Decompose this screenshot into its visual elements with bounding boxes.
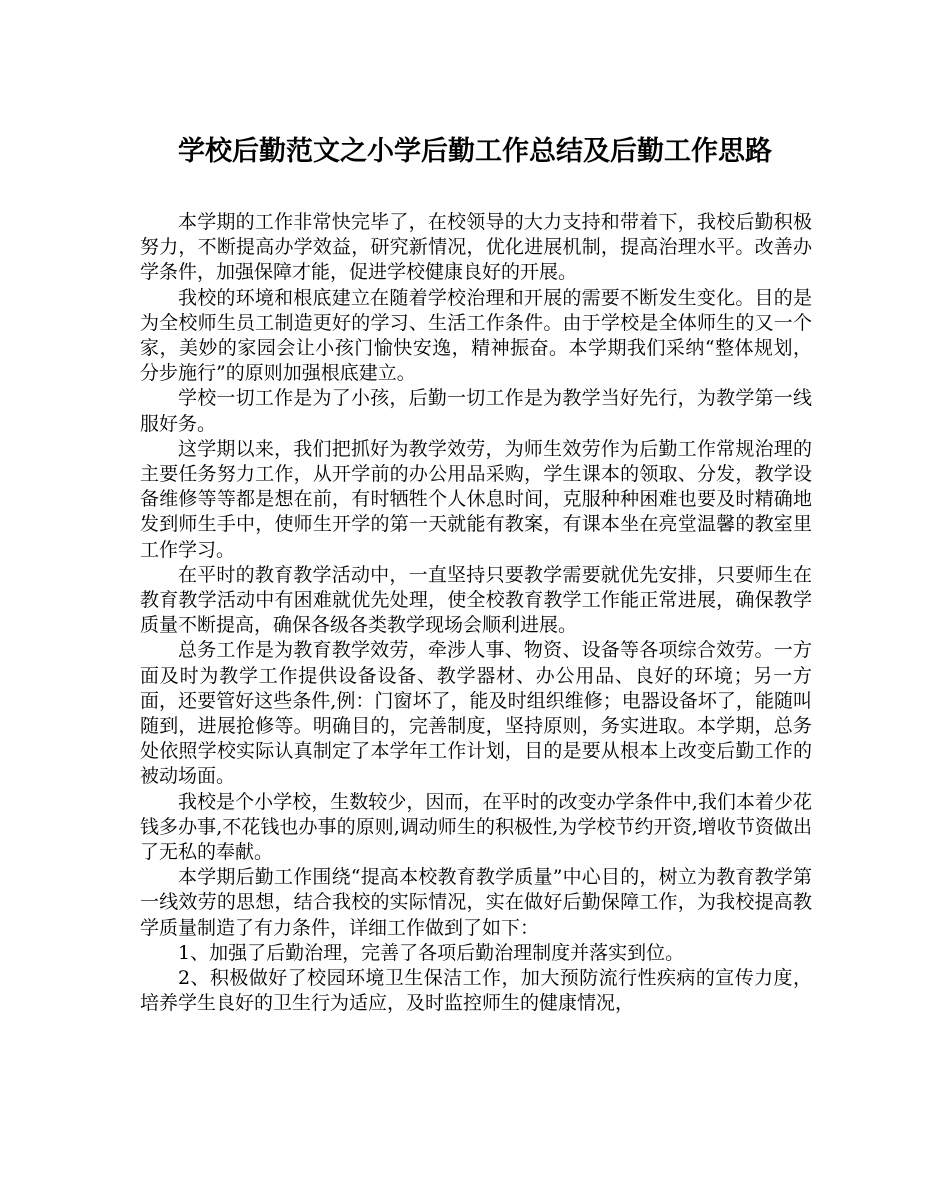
page-title: 学校后勤范文之小学后勤工作总结及后勤工作思路 — [178, 136, 772, 167]
paragraph: 这学期以来，我们把抓好为教学效劳，为师生效劳作为后勤工作常规治理的主要任务努力工作，从开学前的办公用品采购，学生课本的领取、分发，教学设备维修等等都是想在前，有时牺牲个人休息时间，克服种种困难也要及时精确地发到师生手中，使师生开学的第一天就能有教案，有课本坐在亮堂温馨的教室里工作学习。 — [140, 437, 812, 561]
paragraph: 我校是个小学校，生数较少，因而，在平时的改变办学条件中,我们本着少花钱多办事,不花钱也办事的原则,调动师生的积极性,为学校节约开资,增收节资做出了无私的奉献。 — [140, 790, 812, 864]
paragraph: 本学期的工作非常快完毕了，在校领导的大力支持和带着下，我校后勤积极努力，不断提高办学效益，研究新情况，优化进展机制，提高治理水平。改善办学条件，加强保障才能，促进学校健康良好的开展。 — [140, 211, 812, 284]
paragraph: 本学期后勤工作围绕“提高本校教育教学质量”中心目的，树立为教育教学第一线效劳的思想，结合我校的实际情况，实在做好后勤保障工作，为我校提高教学质量制造了有力条件，详细工作做到了如下： — [140, 866, 812, 939]
list-item: 1、加强了后勤治理，完善了各项后勤治理制度并落实到位。 — [178, 941, 685, 964]
paragraph: 我校的环境和根底建立在随着学校治理和开展的需要不断发生变化。目的是为全校师生员工制造更好的学习、生活工作条件。由于学校是全体师生的又一个家，美妙的家园会让小孩门愉快安逸，精神振奋。本学期我们采纳“整体规划，分步施行”的原则加强根底建立。 — [140, 286, 812, 385]
paragraph: 学校一切工作是为了小孩，后勤一切工作是为教学当好先行，为教学第一线服好务。 — [140, 387, 812, 435]
list-item: 2、积极做好了校园环境卫生保洁工作，加大预防流行性疾病的宣传力度，培养学生良好的卫生行为适应，及时监控师生的健康情况， — [140, 967, 812, 1015]
document-body — [140, 210, 812, 1017]
paragraph: 在平时的教育教学活动中，一直坚持只要教学需要就优先安排，只要师生在教育教学活动中有困难就优先处理，使全校教育教学工作能正常进展，确保教学质量不断提高，确保各级各类教学现场会顺利进展。 — [140, 563, 812, 637]
paragraph: 总务工作是为教育教学效劳，牵涉人事、物资、设备等各项综合效劳。一方面及时为教学工作提供设备设备、教学器材、办公用品、良好的环境；另一方面，还要管好这些条件,例：门窗坏了，能及时组织维修；电器设备坏了，能随叫随到，进展抢修等。明确目的，完善制度，坚持原则，务实进取。本学期，总务处依照学校实际认真制定了本学年工作计划，目的是要从根本上改变后勤工作的被动场面。 — [140, 639, 812, 788]
